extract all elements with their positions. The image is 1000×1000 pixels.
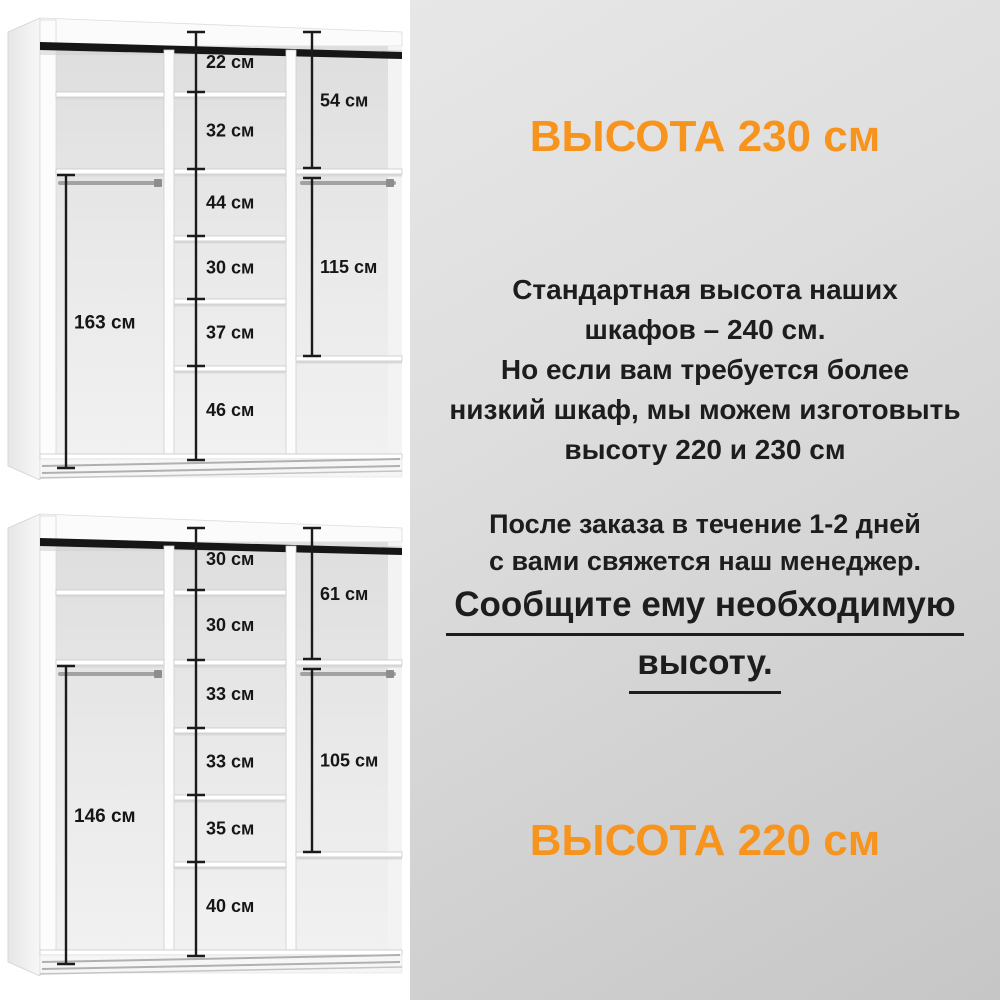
wardrobe-diagram-height-220 (0, 502, 410, 994)
paragraph-line: После заказа в течение 1-2 дней (489, 509, 921, 539)
tell-height-emphasis (410, 578, 1000, 694)
dimension-label: 32 см (206, 120, 255, 141)
partition (286, 50, 296, 454)
dimension-label: 40 см (206, 896, 255, 916)
heading-height-220: ВЫСОТА 220 см (529, 816, 881, 865)
info-panel (410, 0, 1000, 1000)
dimension-label: 163 см (74, 312, 136, 334)
paragraph-line: Стандартная высота наших (512, 274, 898, 305)
shelf (296, 660, 402, 665)
heading-height-230: ВЫСОТА 230 см (529, 112, 881, 161)
dimension-label: 22 см (206, 52, 255, 72)
rail-bracket (386, 179, 394, 187)
partition (286, 546, 296, 950)
dimension-label: 33 см (206, 751, 255, 772)
shelf (296, 169, 402, 174)
paragraph-line: с вами свяжется наш менеджер. (488, 546, 922, 576)
wardrobe-diagram-height-230 (0, 6, 410, 498)
emphasis-line: высоту. (629, 636, 781, 694)
paragraph-line: высоту 220 и 230 см (564, 434, 846, 465)
dimension-label: 115 см (320, 257, 378, 277)
dimension-label: 46 см (206, 400, 255, 420)
manager-contact-paragraph (410, 506, 1000, 580)
shelf (56, 590, 164, 595)
rail-bracket (154, 670, 162, 678)
cabinet-base (40, 950, 402, 974)
partition (164, 546, 174, 950)
dimension-label: 35 см (206, 818, 255, 839)
dimension-label: 146 см (74, 806, 136, 827)
dimension-label: 30 см (206, 257, 255, 278)
paragraph-line: Но если вам требуется более (500, 354, 910, 385)
partition (164, 50, 174, 454)
shelf (56, 169, 164, 174)
dimension-label: 44 см (206, 192, 255, 213)
cabinet-base (40, 454, 402, 478)
emphasis-line: Сообщите ему необходимую (446, 578, 963, 636)
rail-bracket (154, 179, 162, 187)
dimension-label: 105 см (320, 750, 379, 771)
wardrobe-diagrams (0, 0, 410, 1000)
dimension-label: 37 см (206, 322, 255, 343)
dimension-label: 30 см (206, 615, 255, 635)
rail-bracket (386, 670, 394, 678)
paragraph-line: низкий шкаф, мы можем изготовыть (449, 394, 961, 425)
dimension-label: 33 см (206, 684, 255, 704)
dimension-label: 54 см (320, 90, 369, 111)
shelf (56, 92, 164, 97)
dimension-label: 61 см (320, 584, 369, 604)
standard-height-paragraph (410, 270, 1000, 470)
shelf (56, 660, 164, 665)
paragraph-line: шкафов – 240 см. (584, 314, 826, 345)
dimension-label: 30 см (206, 549, 255, 569)
